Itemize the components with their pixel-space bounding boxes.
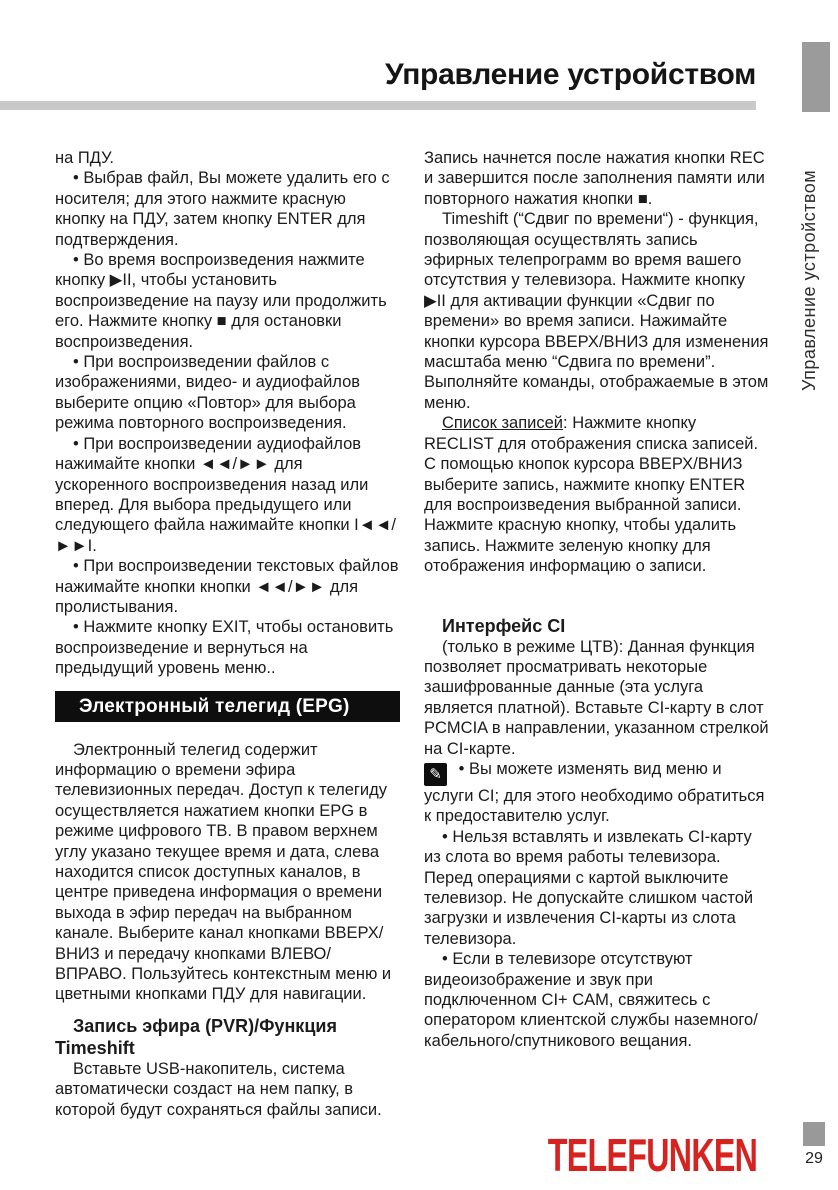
bullet-exit bbox=[55, 617, 400, 678]
epg-section-bar: Электронный телегид (EPG) bbox=[55, 691, 400, 722]
bullet-ci-cam bbox=[424, 949, 769, 1051]
bullet-audio-seek bbox=[55, 434, 400, 556]
spacer bbox=[55, 722, 400, 740]
side-tab-label: Управление устройством bbox=[799, 169, 819, 391]
bullet-delete-file bbox=[55, 168, 400, 250]
bullet-ci-insert bbox=[424, 827, 769, 949]
text-run: • Во время воспроизведения нажмите кнопку ▶II, чтобы установить воспроизведение на паузу или продолжить его. Нажмите кнопку ■ для остановки воспроизведения. bbox=[55, 251, 387, 351]
paragraph-epg bbox=[55, 740, 400, 1005]
spacer bbox=[424, 577, 769, 615]
page-title: Управление устройством bbox=[385, 58, 756, 91]
header-rule bbox=[0, 101, 756, 110]
bullet-pause-play bbox=[55, 250, 400, 352]
text-run: • Нажмите кнопку EXIT, чтобы остановить воспроизведение и вернуться на предыдущий уровень меню.. bbox=[55, 618, 394, 678]
paragraph-reclist bbox=[424, 413, 769, 576]
text-run: • При воспроизведении текстовых файлов нажимайте кнопки кнопки ◄◄/►► для пролистывания. bbox=[55, 557, 399, 616]
text-run: • При воспроизведении аудиофайлов нажимайте кнопки ◄◄/►► для ускоренного воспроизведения назад или вперед. Для выбора предыдущего или следующего файла нажимайте кнопки I◄◄/►►I. bbox=[55, 434, 396, 555]
text-run: Timeshift (“Сдвиг по времени“) - функция, позволяющая осуществлять запись эфирных телепрограмм во время вашего отсутствия у телевизора. Нажмите кнопку ▶II для активации функции «Сдвиг по времени» во время записи. Нажимайте кнопки курсора ВВЕРХ/ВНИЗ для изменения масштаба меню “Сдвига по времени”. Выполняйте команды, отображаемые в этом меню. bbox=[424, 210, 769, 412]
bullet-repeat-option bbox=[55, 352, 400, 434]
ci-heading: Интерфейс CI bbox=[442, 615, 566, 636]
side-tab-marker bbox=[802, 42, 830, 112]
text-run: • При воспроизведении файлов с изображениями, видео- и аудиофайлов выберите опцию «Повтор» для выбора режима повторного воспроизведения. bbox=[55, 353, 361, 433]
text-run: : Нажмите кнопку RECLIST для отображения списка записей. С помощью кнопок курсора ВВЕРХ/ВНИЗ выберите запись, нажмите кнопку ENTER для воспроизведения выбранной записи. Нажмите красную кнопку, чтобы удалить запись. Нажмите зеленую кнопку для отображения информацию о записи. bbox=[424, 414, 759, 576]
text-run: на ПДУ. bbox=[55, 149, 114, 167]
underlined-text: Список записей bbox=[442, 414, 564, 433]
text-run: Запись начнется после нажатия кнопки REC и завершится после заполнения памяти или повторного нажатия кнопки ■. bbox=[424, 149, 765, 208]
text-run: • Выбрав файл, Вы можете удалить его с носителя; для этого нажмите красную кнопку на ПДУ, затем кнопку ENTER для подтверждения. bbox=[55, 169, 390, 249]
text-run: Электронный телегид содержит информацию о времени эфира телевизионных передач. Доступ к телегиду осуществляется нажатием кнопки EPG в режиме цифрового ТВ. В правом верхнем углу указано текущее время и дата, слева находится список доступных каналов, в центре приведена информация о времени выхода в эфир передач на выбранном канале. Выберите канал кнопками ВВЕРХ/ВНИЗ и передачу кнопками ВЛЕВО/ВПРАВО. Пользуйтесь контекстным меню и цветными кнопками ПДУ для навигации. bbox=[55, 740, 392, 1004]
page-corner-marker bbox=[803, 1122, 825, 1146]
text-run: • Если в телевизоре отсутствуют видеоизображение и звук при подключенном CI+ CAM, свяжитесь с оператором клиентской службы наземного/кабельного/спутникового вещания. bbox=[424, 950, 758, 1050]
text-run: (только в режиме ЦТВ): Данная функция позволяет просматривать некоторые зашифрованные данные (эта услуга является платной). Вставьте CI-карту в слот PCMCIA в направлении, указанном стрелкой на CI-карте. bbox=[424, 637, 769, 758]
spacer bbox=[55, 679, 400, 691]
note-ci-menu bbox=[424, 759, 769, 827]
left-column bbox=[55, 148, 400, 1120]
paragraph-usb bbox=[55, 1059, 400, 1120]
paragraph-ci bbox=[424, 637, 769, 759]
text-run: Вставьте USB-накопитель, система автоматически создаст на нем папку, в которой будут сохраняться файлы записи. bbox=[55, 1059, 382, 1119]
page-number: 29 bbox=[805, 1150, 823, 1167]
paragraph-rec bbox=[424, 148, 769, 209]
right-column bbox=[424, 148, 769, 1051]
bullet-text-files bbox=[55, 556, 400, 617]
paragraph-continuation bbox=[55, 148, 400, 168]
spacer bbox=[55, 1005, 400, 1015]
note-pencil-icon: ✎ bbox=[424, 763, 447, 786]
paragraph-timeshift bbox=[424, 209, 769, 413]
telefunken-logo: TELEFUNKEN bbox=[547, 1129, 757, 1181]
text-run: • Вы можете изменять вид меню и услуги CI; для этого необходимо обратиться к предоставителю услуг. bbox=[424, 759, 765, 826]
text-run: • Нельзя вставлять и извлекать CI-карту из слота во время работы телевизора. Перед операциями с картой выключите телевизор. Не допускайте слишком частой загрузки и извлечения CI-карты из слота телевизора. bbox=[424, 827, 754, 948]
pvr-heading: Запись эфира (PVR)/Функция Timeshift bbox=[55, 1015, 337, 1058]
